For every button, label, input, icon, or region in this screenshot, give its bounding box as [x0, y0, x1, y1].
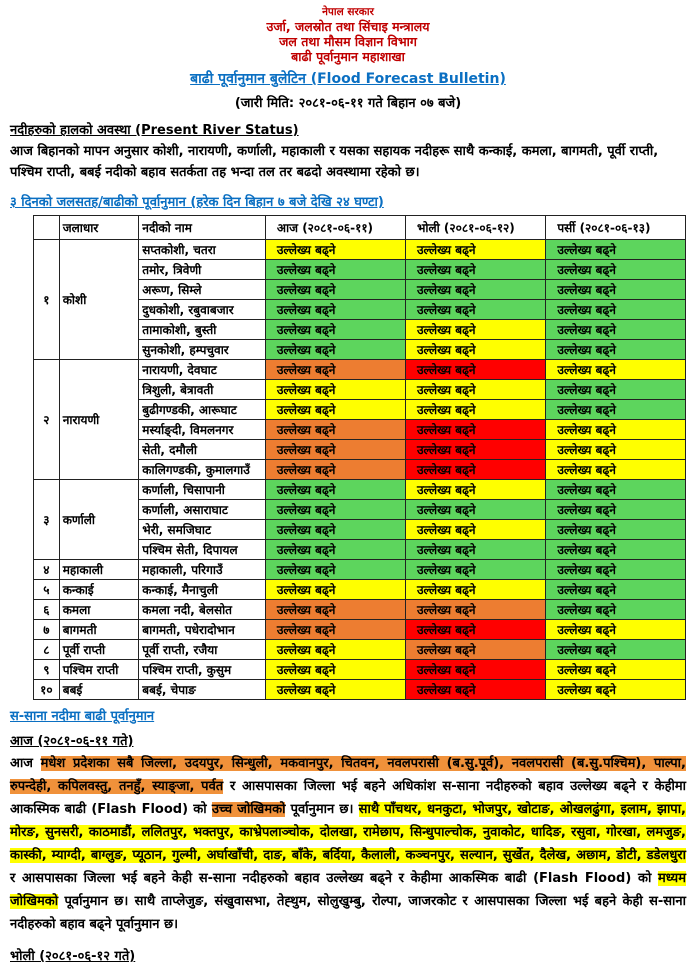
- river-status-paragraph: आज बिहानको मापन अनुसार कोशी, नारायणी, कर्णाली, महाकाली र यसका सहायक नदीहरू साथै कन्काई, कमला, बागमती, पूर्वी राप्ती, पश्चिम राप्ती, बबई नदीको बहाव सतर्कता तह भन्दा तल तर बढदो अवस्थामा रहेको छ।: [10, 144, 659, 180]
- river-station-name: पूर्वी राप्ती, रजैया: [139, 640, 266, 660]
- forecast-cell-day-after: उल्लेख्य बढ्ने: [546, 620, 686, 640]
- forecast-cell-tomorrow: उल्लेख्य बढ्ने: [405, 360, 545, 380]
- forecast-cell-day-after: उल्लेख्य बढ्ने: [546, 440, 686, 460]
- basin-name: नारायणी: [59, 360, 139, 480]
- forecast-cell-today: उल्लेख्य बढ्ने: [265, 540, 405, 560]
- table-row: [34, 480, 686, 500]
- forecast-cell-tomorrow: उल्लेख्य बढ्ने: [405, 380, 545, 400]
- paragraph-text: आज: [10, 756, 41, 771]
- forecast-cell-today: उल्लेख्य बढ्ने: [265, 500, 405, 520]
- river-station-name: नारायणी, देवघाट: [139, 360, 266, 380]
- forecast-cell-day-after: उल्लेख्य बढ्ने: [546, 580, 686, 600]
- forecast-cell-tomorrow: उल्लेख्य बढ्ने: [405, 640, 545, 660]
- table-row: [34, 640, 686, 660]
- forecast-cell-day-after: उल्लेख्य बढ्ने: [546, 560, 686, 580]
- river-station-name: भेरी, समजिघाट: [139, 520, 266, 540]
- paragraph-text: पूर्वानुमान छ।: [285, 802, 359, 817]
- forecast-cell-day-after: उल्लेख्य बढ्ने: [546, 400, 686, 420]
- forecast-cell-today: उल्लेख्य बढ्ने: [265, 380, 405, 400]
- basin-name: महाकाली: [59, 560, 139, 580]
- forecast-cell-day-after: उल्लेख्य बढ्ने: [546, 600, 686, 620]
- forecast-cell-today: उल्लेख्य बढ्ने: [265, 260, 405, 280]
- forecast-cell-day-after: उल्लेख्य बढ्ने: [546, 640, 686, 660]
- forecast-cell-day-after: उल्लेख्य बढ्ने: [546, 420, 686, 440]
- table-row: [34, 660, 686, 680]
- forecast-table: [33, 215, 686, 700]
- forecast-cell-day-after: उल्लेख्य बढ्ने: [546, 240, 686, 260]
- forecast-cell-tomorrow: उल्लेख्य बढ्ने: [405, 340, 545, 360]
- basin-serial-number: ५: [34, 580, 60, 600]
- forecast-cell-tomorrow: उल्लेख्य बढ्ने: [405, 240, 545, 260]
- table-row: [34, 600, 686, 620]
- forecast-cell-today: उल्लेख्य बढ्ने: [265, 660, 405, 680]
- basin-serial-number: ४: [34, 560, 60, 580]
- forecast-cell-tomorrow: उल्लेख्य बढ्ने: [405, 600, 545, 620]
- highlighted-text-yellow: मध्यम जोखिमको: [10, 871, 686, 909]
- river-station-name: पश्चिम राप्ती, कुसुम: [139, 660, 266, 680]
- tomorrow-heading: भोली (२०८१-०६-१२ गते): [10, 949, 136, 964]
- forecast-cell-today: उल्लेख्य बढ्ने: [265, 560, 405, 580]
- basin-serial-number: २: [34, 360, 60, 480]
- basin-name: पश्चिम राप्ती: [59, 660, 139, 680]
- table-row: [34, 620, 686, 640]
- forecast-cell-today: उल्लेख्य बढ्ने: [265, 600, 405, 620]
- basin-name: कर्णाली: [59, 480, 139, 560]
- forecast-cell-day-after: उल्लेख्य बढ्ने: [546, 540, 686, 560]
- forecast-cell-today: उल्लेख्य बढ्ने: [265, 460, 405, 480]
- forecast-cell-tomorrow: उल्लेख्य बढ्ने: [405, 560, 545, 580]
- forecast-cell-today: उल्लेख्य बढ्ने: [265, 480, 405, 500]
- forecast-cell-tomorrow: उल्लेख्य बढ्ने: [405, 620, 545, 640]
- river-station-name: अरूण, सिम्ले: [139, 280, 266, 300]
- forecast-cell-today: उल्लेख्य बढ्ने: [265, 580, 405, 600]
- forecast-cell-tomorrow: उल्लेख्य बढ्ने: [405, 520, 545, 540]
- forecast-cell-tomorrow: उल्लेख्य बढ्ने: [405, 540, 545, 560]
- forecast-cell-today: उल्लेख्य बढ्ने: [265, 340, 405, 360]
- highlighted-text-orange: उच्च जोखिमको: [211, 802, 286, 817]
- small-rivers-title: स-साना नदीमा बाढी पूर्वानुमान: [10, 709, 155, 724]
- basin-serial-number: १: [34, 240, 60, 360]
- forecast-cell-day-after: उल्लेख्य बढ्ने: [546, 380, 686, 400]
- basin-name: पूर्वी राप्ती: [59, 640, 139, 660]
- forecast-table-title: ३ दिनको जलसतह/बाढीको पूर्वानुमान (हरेक दिन बिहान ७ बजे देखि २४ घण्टा): [10, 195, 384, 210]
- bulletin-title: बाढी पूर्वानुमान बुलेटिन (Flood Forecast Bulletin): [190, 71, 506, 87]
- forecast-cell-tomorrow: उल्लेख्य बढ्ने: [405, 440, 545, 460]
- river-station-name: सप्तकोशी, चतरा: [139, 240, 266, 260]
- river-station-name: दुधकोशी, रबुवाबजार: [139, 300, 266, 320]
- forecast-cell-tomorrow: उल्लेख्य बढ्ने: [405, 680, 545, 700]
- table-row: [34, 560, 686, 580]
- basin-serial-number: १०: [34, 680, 60, 700]
- basin-serial-number: ३: [34, 480, 60, 560]
- highlighted-text-orange: मधेश प्रदेशका सबै जिल्ला, उदयपुर, सिन्धुली, मकवानपुर, चितवन, नवलपरासी (ब.सु.पूर्व), नवलपरासी (ब.सु.पश्चिम), पाल्पा, रुपन्देही, कपिलवस्तु, तनहुँ, स्याङ्जा, पर्वत: [10, 756, 686, 794]
- forecast-cell-day-after: उल्लेख्य बढ्ने: [546, 320, 686, 340]
- forecast-cell-day-after: उल्लेख्य बढ्ने: [546, 520, 686, 540]
- division-name: बाढी पूर्वानुमान महाशाखा: [291, 49, 405, 64]
- forecast-cell-day-after: उल्लेख्य बढ्ने: [546, 260, 686, 280]
- forecast-cell-today: उल्लेख्य बढ्ने: [265, 420, 405, 440]
- forecast-cell-today: उल्लेख्य बढ्ने: [265, 520, 405, 540]
- river-station-name: सुनकोशी, हम्पचुवार: [139, 340, 266, 360]
- forecast-cell-day-after: उल्लेख्य बढ्ने: [546, 660, 686, 680]
- basin-serial-number: ९: [34, 660, 60, 680]
- forecast-cell-day-after: उल्लेख्य बढ्ने: [546, 300, 686, 320]
- table-row: [34, 360, 686, 380]
- river-station-name: तमोर, त्रिवेणी: [139, 260, 266, 280]
- basin-name: कोशी: [59, 240, 139, 360]
- river-station-name: बबई, चेपाङ: [139, 680, 266, 700]
- today-heading: आज (२०८१-०६-११ गते): [10, 734, 134, 749]
- ministry-name: उर्जा, जलस्रोत तथा सिंचाइ मन्त्रालय: [266, 19, 430, 34]
- river-station-name: पश्चिम सेती, दिपायल: [139, 540, 266, 560]
- forecast-cell-day-after: उल्लेख्य बढ्ने: [546, 460, 686, 480]
- forecast-cell-today: उल्लेख्य बढ्ने: [265, 280, 405, 300]
- gov-name: नेपाल सरकार: [322, 6, 374, 18]
- forecast-cell-day-after: उल्लेख्य बढ्ने: [546, 280, 686, 300]
- river-station-name: कालिगण्डकी, कुमालगाउँ: [139, 460, 266, 480]
- column-header-3: आज (२०८१-०६-११): [265, 216, 405, 240]
- basin-name: कन्काई: [59, 580, 139, 600]
- river-station-name: त्रिशुली, बेत्रावती: [139, 380, 266, 400]
- river-station-name: कर्णाली, असाराघाट: [139, 500, 266, 520]
- forecast-cell-today: उल्लेख्य बढ्ने: [265, 440, 405, 460]
- basin-serial-number: ८: [34, 640, 60, 660]
- forecast-cell-tomorrow: उल्लेख्य बढ्ने: [405, 300, 545, 320]
- forecast-cell-tomorrow: उल्लेख्य बढ्ने: [405, 260, 545, 280]
- paragraph-text: र आसपासका जिल्ला भई बहने अधिकांश स-साना नदीहरुको बहाव उल्लेख्य बढ्ने र केहीमा आकस्मिक बाढी (Flash Flood) को: [10, 779, 686, 817]
- forecast-cell-day-after: उल्लेख्य बढ्ने: [546, 340, 686, 360]
- forecast-cell-day-after: उल्लेख्य बढ्ने: [546, 680, 686, 700]
- forecast-cell-today: उल्लेख्य बढ्ने: [265, 360, 405, 380]
- forecast-cell-tomorrow: उल्लेख्य बढ्ने: [405, 460, 545, 480]
- river-station-name: सेती, दमौली: [139, 440, 266, 460]
- table-row: [34, 580, 686, 600]
- river-station-name: बुढीगण्डकी, आरूघाट: [139, 400, 266, 420]
- forecast-cell-today: उल्लेख्य बढ्ने: [265, 320, 405, 340]
- forecast-cell-tomorrow: उल्लेख्य बढ्ने: [405, 280, 545, 300]
- river-station-name: कर्णाली, चिसापानी: [139, 480, 266, 500]
- forecast-cell-today: उल्लेख्य बढ्ने: [265, 620, 405, 640]
- forecast-cell-day-after: उल्लेख्य बढ्ने: [546, 360, 686, 380]
- forecast-cell-tomorrow: उल्लेख्य बढ्ने: [405, 320, 545, 340]
- table-row: [34, 680, 686, 700]
- forecast-cell-tomorrow: उल्लेख्य बढ्ने: [405, 400, 545, 420]
- river-station-name: बागमती, पधेरादोभान: [139, 620, 266, 640]
- basin-name: कमला: [59, 600, 139, 620]
- table-header-row: [34, 216, 686, 240]
- river-station-name: महाकाली, परिगाउँ: [139, 560, 266, 580]
- letterhead: [10, 6, 686, 64]
- forecast-cell-tomorrow: उल्लेख्य बढ्ने: [405, 480, 545, 500]
- small-rivers-paragraph: [10, 752, 686, 936]
- forecast-cell-tomorrow: उल्लेख्य बढ्ने: [405, 660, 545, 680]
- column-header-5: पर्सी (२०८१-०६-१३): [546, 216, 686, 240]
- forecast-cell-today: उल्लेख्य बढ्ने: [265, 240, 405, 260]
- column-header-1: जलाधार: [59, 216, 139, 240]
- issued-date-line: (जारी मिति: २०८१-०६-११ गते बिहान ०७ बजे): [234, 96, 462, 111]
- forecast-cell-today: उल्लेख्य बढ्ने: [265, 680, 405, 700]
- column-header-0: [34, 216, 60, 240]
- river-status-title: नदीहरुको हालको अवस्था (Present River Status): [10, 123, 299, 138]
- forecast-cell-tomorrow: उल्लेख्य बढ्ने: [405, 580, 545, 600]
- forecast-cell-today: उल्लेख्य बढ्ने: [265, 640, 405, 660]
- forecast-cell-today: उल्लेख्य बढ्ने: [265, 300, 405, 320]
- department-name: जल तथा मौसम विज्ञान विभाग: [279, 34, 417, 49]
- forecast-cell-today: उल्लेख्य बढ्ने: [265, 400, 405, 420]
- column-header-2: नदीको नाम: [139, 216, 266, 240]
- forecast-cell-day-after: उल्लेख्य बढ्ने: [546, 480, 686, 500]
- highlighted-text-yellow: साथै पाँचथर, धनकुटा, भोजपुर, खोटाङ, ओखलढुंगा, इलाम, झापा, मोरङ, सुनसरी, काठमाडौं, ललितपुर, भक्तपुर, काभ्रेपलाञ्चोक, दोलखा, रामेछाप, सिन्धुपाल्चोक, नुवाकोट, धादिङ, रसुवा, गोरखा, लमजुङ, कास्की, म्याग्दी, बाग्लुङ, प्यूठान, गुल्मी, अर्घाखाँची, दाङ, बाँके, बर्दिया, कैलाली, कञ्चनपुर, सल्यान, सुर्खेत, दैलेख, अछाम, डोटी, डडेलधुरा: [10, 802, 686, 863]
- table-row: [34, 240, 686, 260]
- river-station-name: मर्स्याङ्दी, विमलनगर: [139, 420, 266, 440]
- column-header-4: भोली (२०८१-०६-१२): [405, 216, 545, 240]
- forecast-cell-day-after: उल्लेख्य बढ्ने: [546, 500, 686, 520]
- basin-name: बागमती: [59, 620, 139, 640]
- basin-serial-number: ७: [34, 620, 60, 640]
- basin-serial-number: ६: [34, 600, 60, 620]
- river-station-name: तामाकोशी, बुस्ती: [139, 320, 266, 340]
- river-station-name: कमला नदी, बेलसोत: [139, 600, 266, 620]
- paragraph-text: पूर्वानुमान छ। साथै ताप्लेजुङ, संखुवासभा, तेह्थुम, सोलुखुम्बु, रोल्पा, जाजरकोट र आसपासका जिल्ला भई बहने केही स-साना नदीहरुको बहाव बढ्ने पूर्वानुमान छ।: [10, 894, 686, 932]
- paragraph-text: र आसपासका जिल्ला भई बहने केही स-साना नदीहरुको बहाव उल्लेख्य बढ्ने र केहीमा आकस्मिक बाढी (Flash Flood) को: [10, 871, 659, 886]
- river-station-name: कन्काई, मैनाचुली: [139, 580, 266, 600]
- forecast-cell-tomorrow: उल्लेख्य बढ्ने: [405, 420, 545, 440]
- forecast-cell-tomorrow: उल्लेख्य बढ्ने: [405, 500, 545, 520]
- basin-name: बबई: [59, 680, 139, 700]
